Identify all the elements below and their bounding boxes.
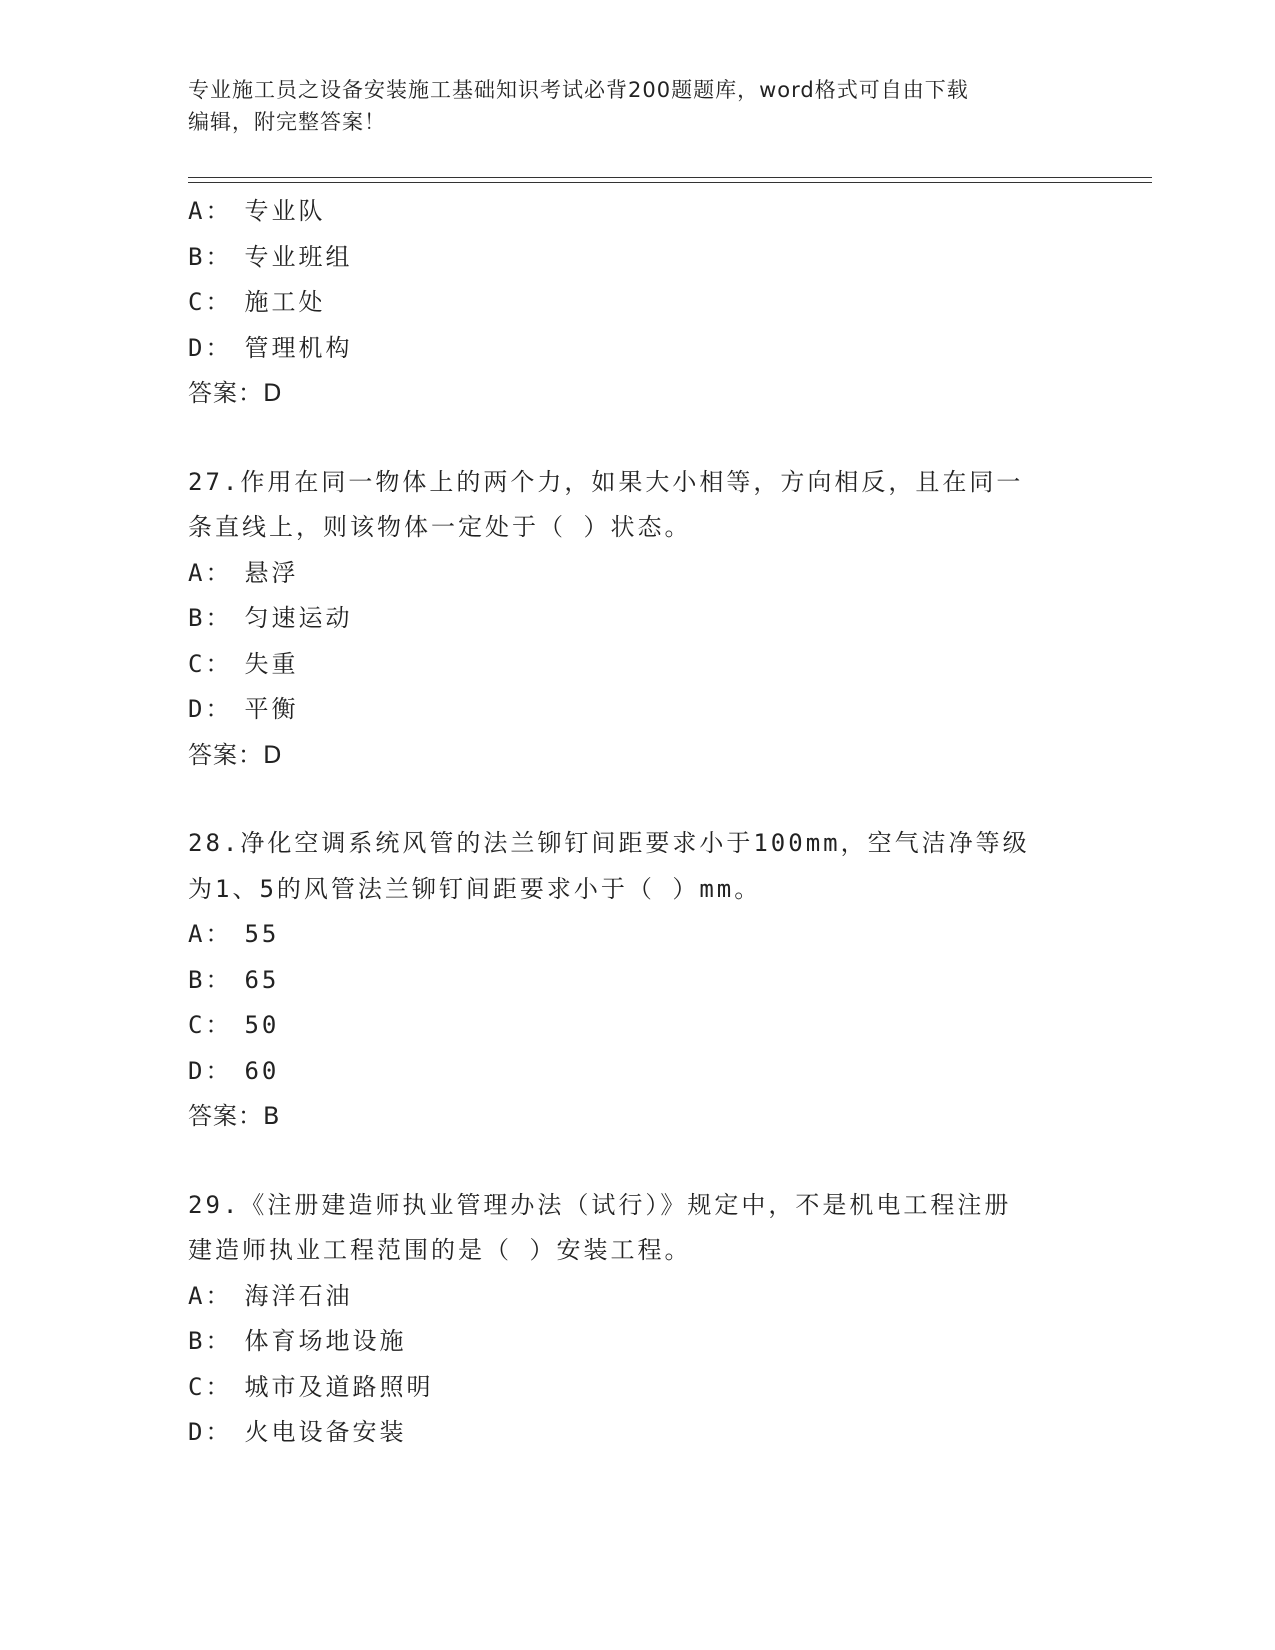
option-text: 体育场地设施 — [244, 1327, 407, 1355]
option-label: B： — [188, 242, 233, 271]
answer-option — [188, 280, 1088, 326]
question-stem-line: 条直线上，则该物体一定处于（ ）状态。 — [188, 513, 692, 541]
option-label: A： — [188, 1281, 233, 1310]
option-label: D： — [188, 695, 233, 723]
option-label: C： — [188, 1011, 233, 1039]
answer-option — [188, 958, 1088, 1004]
answer-option — [188, 235, 1088, 281]
option-text: 匀速运动 — [244, 604, 353, 632]
answer-option — [188, 189, 1088, 235]
option-text: 60 — [244, 1056, 280, 1085]
option-label: D： — [188, 1418, 233, 1446]
question-block — [188, 821, 1088, 1140]
option-label: C： — [188, 1372, 233, 1401]
question-stem-line: 建造师执业工程范围的是（ ）安装工程。 — [188, 1236, 692, 1264]
answer-option — [188, 1049, 1088, 1095]
option-label: C： — [188, 288, 233, 316]
option-label: B： — [188, 604, 233, 632]
answer-option — [188, 642, 1088, 688]
answer-option — [188, 687, 1088, 733]
option-label: A： — [188, 920, 233, 948]
option-text: 专业队 — [244, 197, 326, 225]
option-label: D： — [188, 333, 233, 362]
question-block — [188, 189, 1088, 417]
answer-option — [188, 551, 1088, 597]
question-stem-line: 28.净化空调系统风管的法兰铆钉间距要求小于100mm，空气洁净等级 — [188, 829, 1030, 857]
answer-key: 答案：D — [188, 740, 283, 769]
question-stem-line: 29.《注册建造师执业管理办法（试行）》规定中，不是机电工程注册 — [188, 1190, 1012, 1219]
answer-key: 答案：B — [188, 1102, 281, 1130]
answer-option — [188, 1319, 1088, 1365]
option-text: 火电设备安装 — [244, 1418, 407, 1446]
option-text: 城市及道路照明 — [244, 1372, 434, 1401]
answer-key: 答案：D — [188, 379, 283, 407]
option-label: D： — [188, 1056, 233, 1085]
question-block — [188, 1183, 1088, 1456]
option-text: 施工处 — [244, 288, 326, 316]
option-label: A： — [188, 197, 233, 225]
answer-option — [188, 912, 1088, 958]
option-text: 失重 — [244, 649, 299, 678]
option-label: A： — [188, 558, 233, 587]
answer-option — [188, 596, 1088, 642]
header-divider-top — [188, 177, 1152, 178]
option-text: 悬浮 — [244, 558, 299, 587]
option-label: B： — [188, 965, 233, 994]
answer-option — [188, 1410, 1088, 1456]
answer-option — [188, 1365, 1088, 1411]
header-divider-bottom — [188, 182, 1152, 183]
option-label: C： — [188, 649, 233, 678]
document-header — [188, 74, 1088, 138]
question-stem-line: 27.作用在同一物体上的两个力，如果大小相等，方向相反，且在同一 — [188, 467, 1024, 496]
question-list — [188, 189, 1088, 1456]
header-title-line-2: 编辑，附完整答案！ — [188, 110, 386, 134]
option-text: 平衡 — [244, 695, 299, 723]
answer-option — [188, 1274, 1088, 1320]
question-stem-line: 为1、5的风管法兰铆钉间距要求小于（ ）mm。 — [188, 874, 762, 903]
option-text: 管理机构 — [244, 333, 353, 362]
option-text: 专业班组 — [244, 242, 353, 271]
question-block — [188, 460, 1088, 779]
answer-option — [188, 326, 1088, 372]
header-title-line-1: 专业施工员之设备安装施工基础知识考试必背200题题库，word格式可自由下载 — [188, 78, 969, 102]
answer-option — [188, 1003, 1088, 1049]
option-label: B： — [188, 1327, 233, 1355]
option-text: 海洋石油 — [244, 1281, 353, 1310]
option-text: 55 — [244, 920, 280, 948]
option-text: 65 — [244, 965, 280, 994]
option-text: 50 — [244, 1011, 280, 1039]
